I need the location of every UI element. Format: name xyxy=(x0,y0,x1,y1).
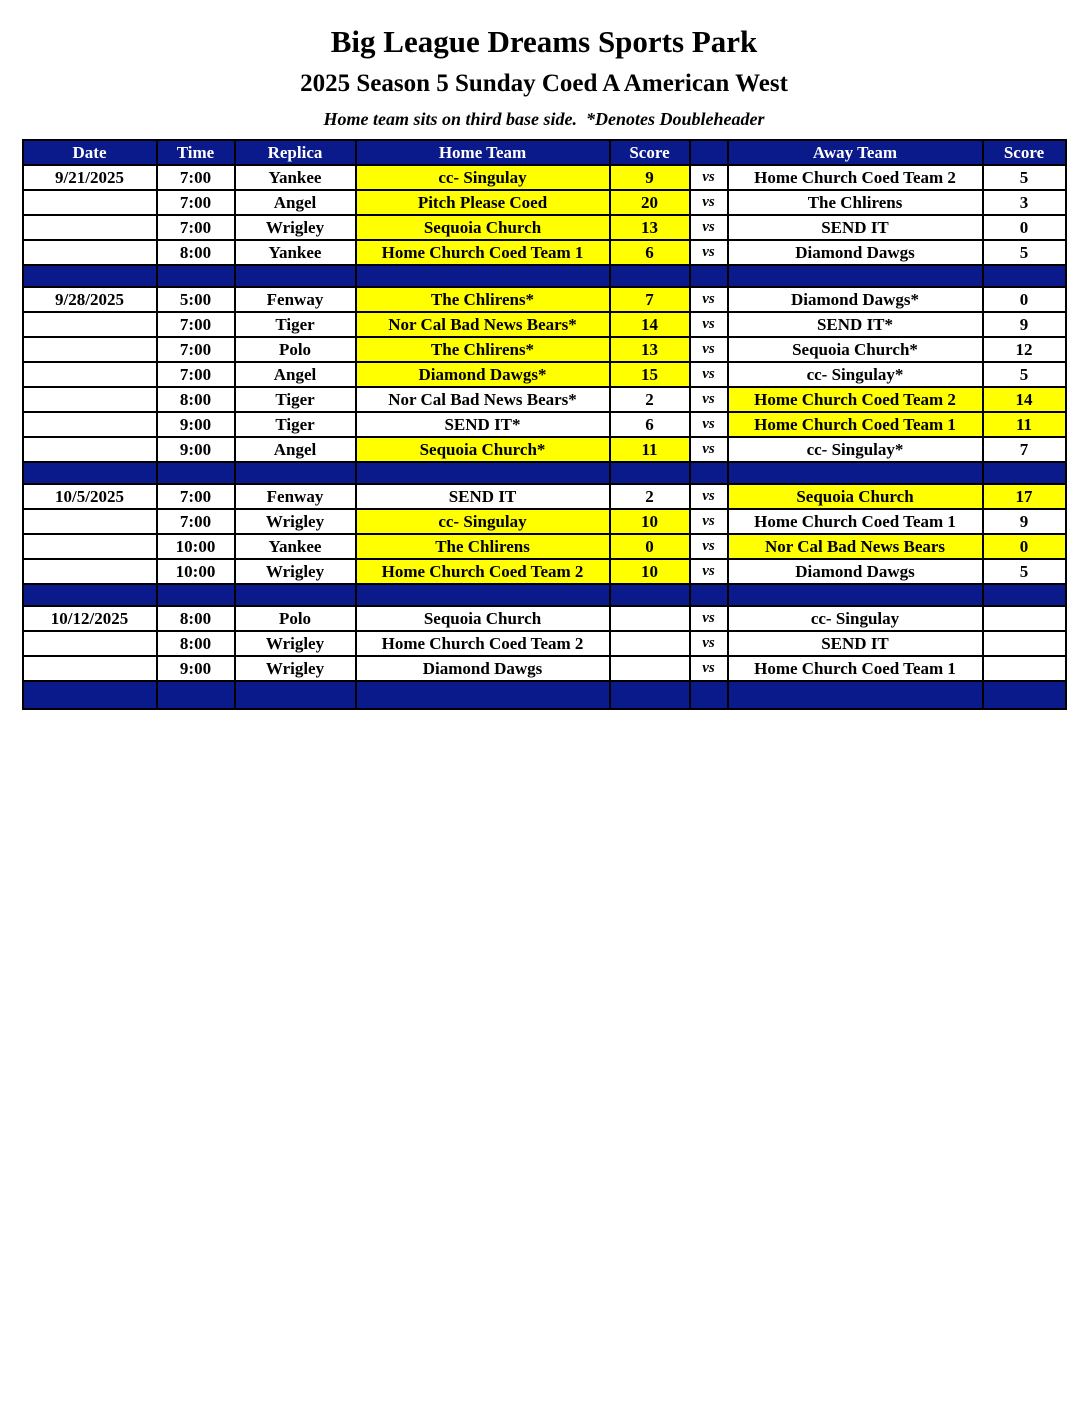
home-team-cell: Pitch Please Coed xyxy=(356,190,610,215)
date-cell: 10/12/2025 xyxy=(23,606,157,631)
home-score-cell: 0 xyxy=(610,534,690,559)
away-score-cell: 5 xyxy=(983,559,1066,584)
separator-cell xyxy=(235,584,356,606)
date-cell xyxy=(23,337,157,362)
home-score-cell: 11 xyxy=(610,437,690,462)
vs-cell: vs xyxy=(690,312,728,337)
home-team-cell: Home Church Coed Team 1 xyxy=(356,240,610,265)
date-cell xyxy=(23,190,157,215)
home-team-cell: Sequoia Church xyxy=(356,215,610,240)
home-score-cell: 6 xyxy=(610,240,690,265)
away-score-cell: 5 xyxy=(983,362,1066,387)
home-score-cell: 6 xyxy=(610,412,690,437)
date-cell xyxy=(23,387,157,412)
away-team-cell: cc- Singulay xyxy=(728,606,983,631)
home-team-cell: Nor Cal Bad News Bears* xyxy=(356,312,610,337)
home-score-cell: 2 xyxy=(610,484,690,509)
date-cell: 9/21/2025 xyxy=(23,165,157,190)
page-subtitle: 2025 Season 5 Sunday Coed A American West xyxy=(300,70,788,97)
home-team-cell: Sequoia Church* xyxy=(356,437,610,462)
home-team-cell: Home Church Coed Team 2 xyxy=(356,559,610,584)
separator-cell xyxy=(690,584,728,606)
vs-cell: vs xyxy=(690,165,728,190)
separator-cell xyxy=(356,584,610,606)
vs-cell: vs xyxy=(690,337,728,362)
home-score-cell xyxy=(610,656,690,681)
replica-cell: Fenway xyxy=(235,484,356,509)
away-team-cell: Home Church Coed Team 1 xyxy=(728,656,983,681)
away-team-cell: cc- Singulay* xyxy=(728,362,983,387)
replica-cell: Angel xyxy=(235,362,356,387)
game-row xyxy=(23,606,1066,631)
date-cell xyxy=(23,656,157,681)
away-team-cell: Home Church Coed Team 1 xyxy=(728,412,983,437)
separator-cell xyxy=(157,584,235,606)
away-score-cell: 3 xyxy=(983,190,1066,215)
replica-cell: Angel xyxy=(235,437,356,462)
away-score-cell: 11 xyxy=(983,412,1066,437)
separator-row xyxy=(23,681,1066,709)
away-team-cell: Diamond Dawgs xyxy=(728,559,983,584)
away-team-cell: The Chlirens xyxy=(728,190,983,215)
separator-cell xyxy=(610,584,690,606)
time-cell: 8:00 xyxy=(157,387,235,412)
date-cell xyxy=(23,509,157,534)
vs-cell: vs xyxy=(690,484,728,509)
schedule-table xyxy=(22,139,1067,710)
time-cell: 9:00 xyxy=(157,412,235,437)
game-row xyxy=(23,631,1066,656)
separator-cell xyxy=(983,462,1066,484)
away-team-cell: Nor Cal Bad News Bears xyxy=(728,534,983,559)
game-row xyxy=(23,412,1066,437)
time-cell: 7:00 xyxy=(157,484,235,509)
home-score-cell: 10 xyxy=(610,559,690,584)
home-score-cell: 13 xyxy=(610,337,690,362)
vs-cell: vs xyxy=(690,631,728,656)
separator-cell xyxy=(610,462,690,484)
replica-cell: Yankee xyxy=(235,240,356,265)
vs-cell: vs xyxy=(690,412,728,437)
separator-cell xyxy=(728,681,983,709)
time-cell: 8:00 xyxy=(157,606,235,631)
game-row xyxy=(23,165,1066,190)
away-score-cell: 7 xyxy=(983,437,1066,462)
home-team-cell: The Chlirens* xyxy=(356,287,610,312)
home-team-cell: Sequoia Church xyxy=(356,606,610,631)
home-score-cell: 20 xyxy=(610,190,690,215)
time-cell: 9:00 xyxy=(157,437,235,462)
separator-cell xyxy=(356,462,610,484)
separator-cell xyxy=(983,584,1066,606)
away-team-cell: Diamond Dawgs* xyxy=(728,287,983,312)
replica-cell: Wrigley xyxy=(235,215,356,240)
time-cell: 8:00 xyxy=(157,240,235,265)
column-header-away-team-6: Away Team xyxy=(728,140,983,165)
separator-cell xyxy=(235,681,356,709)
game-row xyxy=(23,337,1066,362)
replica-cell: Tiger xyxy=(235,387,356,412)
away-score-cell xyxy=(983,606,1066,631)
vs-cell: vs xyxy=(690,387,728,412)
column-header-score-4: Score xyxy=(610,140,690,165)
home-score-cell: 13 xyxy=(610,215,690,240)
time-cell: 10:00 xyxy=(157,559,235,584)
date-cell: 9/28/2025 xyxy=(23,287,157,312)
time-cell: 7:00 xyxy=(157,165,235,190)
game-row xyxy=(23,534,1066,559)
separator-cell xyxy=(610,265,690,287)
game-row xyxy=(23,215,1066,240)
date-cell xyxy=(23,437,157,462)
home-score-cell: 14 xyxy=(610,312,690,337)
game-row xyxy=(23,509,1066,534)
away-team-cell: SEND IT xyxy=(728,215,983,240)
game-row xyxy=(23,387,1066,412)
date-cell xyxy=(23,240,157,265)
separator-cell xyxy=(690,462,728,484)
home-score-cell: 2 xyxy=(610,387,690,412)
date-cell xyxy=(23,412,157,437)
separator-cell xyxy=(23,462,157,484)
time-cell: 7:00 xyxy=(157,215,235,240)
separator-cell xyxy=(690,681,728,709)
separator-row xyxy=(23,584,1066,606)
away-score-cell: 9 xyxy=(983,509,1066,534)
vs-cell: vs xyxy=(690,559,728,584)
separator-cell xyxy=(728,462,983,484)
replica-cell: Wrigley xyxy=(235,656,356,681)
time-cell: 9:00 xyxy=(157,656,235,681)
replica-cell: Polo xyxy=(235,606,356,631)
away-team-cell: Diamond Dawgs xyxy=(728,240,983,265)
home-score-cell: 15 xyxy=(610,362,690,387)
vs-cell: vs xyxy=(690,362,728,387)
date-cell xyxy=(23,312,157,337)
column-header-date-0: Date xyxy=(23,140,157,165)
away-score-cell: 17 xyxy=(983,484,1066,509)
away-score-cell: 5 xyxy=(983,240,1066,265)
date-cell xyxy=(23,534,157,559)
vs-cell: vs xyxy=(690,190,728,215)
game-row xyxy=(23,190,1066,215)
away-team-cell: Sequoia Church* xyxy=(728,337,983,362)
time-cell: 5:00 xyxy=(157,287,235,312)
separator-cell xyxy=(157,462,235,484)
vs-cell: vs xyxy=(690,656,728,681)
vs-cell: vs xyxy=(690,437,728,462)
home-score-cell xyxy=(610,606,690,631)
time-cell: 7:00 xyxy=(157,190,235,215)
away-score-cell: 9 xyxy=(983,312,1066,337)
away-team-cell: SEND IT* xyxy=(728,312,983,337)
replica-cell: Tiger xyxy=(235,412,356,437)
date-cell: 10/5/2025 xyxy=(23,484,157,509)
game-row xyxy=(23,240,1066,265)
vs-cell: vs xyxy=(690,534,728,559)
away-score-cell: 0 xyxy=(983,215,1066,240)
separator-cell xyxy=(983,681,1066,709)
game-row xyxy=(23,287,1066,312)
home-team-cell: Nor Cal Bad News Bears* xyxy=(356,387,610,412)
home-team-cell: SEND IT* xyxy=(356,412,610,437)
home-score-cell: 9 xyxy=(610,165,690,190)
time-cell: 7:00 xyxy=(157,362,235,387)
away-score-cell: 14 xyxy=(983,387,1066,412)
away-team-cell: Home Church Coed Team 2 xyxy=(728,387,983,412)
replica-cell: Wrigley xyxy=(235,509,356,534)
away-score-cell: 0 xyxy=(983,287,1066,312)
separator-cell xyxy=(23,681,157,709)
column-header-replica-2: Replica xyxy=(235,140,356,165)
separator-cell xyxy=(690,265,728,287)
time-cell: 10:00 xyxy=(157,534,235,559)
time-cell: 7:00 xyxy=(157,509,235,534)
date-cell xyxy=(23,631,157,656)
replica-cell: Angel xyxy=(235,190,356,215)
replica-cell: Wrigley xyxy=(235,631,356,656)
home-score-cell xyxy=(610,631,690,656)
home-team-cell: Home Church Coed Team 2 xyxy=(356,631,610,656)
schedule-body xyxy=(23,165,1066,709)
vs-cell: vs xyxy=(690,215,728,240)
separator-cell xyxy=(157,265,235,287)
separator-cell xyxy=(235,462,356,484)
separator-cell xyxy=(23,584,157,606)
date-cell xyxy=(23,559,157,584)
time-cell: 7:00 xyxy=(157,312,235,337)
away-score-cell xyxy=(983,631,1066,656)
replica-cell: Yankee xyxy=(235,534,356,559)
home-team-note: Home team sits on third base side. *Denotes Doubleheader xyxy=(323,109,765,129)
away-team-cell: cc- Singulay* xyxy=(728,437,983,462)
game-row xyxy=(23,437,1066,462)
home-team-cell: The Chlirens xyxy=(356,534,610,559)
vs-cell: vs xyxy=(690,606,728,631)
table-header-row xyxy=(23,140,1066,165)
away-score-cell: 0 xyxy=(983,534,1066,559)
separator-cell xyxy=(728,265,983,287)
separator-cell xyxy=(157,681,235,709)
time-cell: 7:00 xyxy=(157,337,235,362)
separator-row xyxy=(23,265,1066,287)
column-header-vs xyxy=(690,140,728,165)
home-score-cell: 10 xyxy=(610,509,690,534)
separator-cell xyxy=(610,681,690,709)
home-team-cell: SEND IT xyxy=(356,484,610,509)
home-team-cell: Diamond Dawgs* xyxy=(356,362,610,387)
away-team-cell: Home Church Coed Team 2 xyxy=(728,165,983,190)
away-score-cell: 5 xyxy=(983,165,1066,190)
replica-cell: Polo xyxy=(235,337,356,362)
date-cell xyxy=(23,362,157,387)
home-team-cell: cc- Singulay xyxy=(356,165,610,190)
away-score-cell: 12 xyxy=(983,337,1066,362)
replica-cell: Yankee xyxy=(235,165,356,190)
vs-cell: vs xyxy=(690,287,728,312)
away-team-cell: SEND IT xyxy=(728,631,983,656)
separator-cell xyxy=(23,265,157,287)
column-header-score-7: Score xyxy=(983,140,1066,165)
separator-cell xyxy=(356,265,610,287)
home-team-cell: The Chlirens* xyxy=(356,337,610,362)
game-row xyxy=(23,484,1066,509)
away-team-cell: Sequoia Church xyxy=(728,484,983,509)
replica-cell: Tiger xyxy=(235,312,356,337)
date-cell xyxy=(23,215,157,240)
separator-row xyxy=(23,462,1066,484)
separator-cell xyxy=(728,584,983,606)
replica-cell: Fenway xyxy=(235,287,356,312)
separator-cell xyxy=(983,265,1066,287)
replica-cell: Wrigley xyxy=(235,559,356,584)
home-team-cell: cc- Singulay xyxy=(356,509,610,534)
game-row xyxy=(23,312,1066,337)
away-team-cell: Home Church Coed Team 1 xyxy=(728,509,983,534)
separator-cell xyxy=(356,681,610,709)
game-row xyxy=(23,656,1066,681)
vs-cell: vs xyxy=(690,240,728,265)
home-team-cell: Diamond Dawgs xyxy=(356,656,610,681)
column-header-time-1: Time xyxy=(157,140,235,165)
game-row xyxy=(23,362,1066,387)
time-cell: 8:00 xyxy=(157,631,235,656)
home-score-cell: 7 xyxy=(610,287,690,312)
away-score-cell xyxy=(983,656,1066,681)
separator-cell xyxy=(235,265,356,287)
page-title: Big League Dreams Sports Park xyxy=(330,24,758,59)
vs-cell: vs xyxy=(690,509,728,534)
game-row xyxy=(23,559,1066,584)
column-header-home-team-3: Home Team xyxy=(356,140,610,165)
